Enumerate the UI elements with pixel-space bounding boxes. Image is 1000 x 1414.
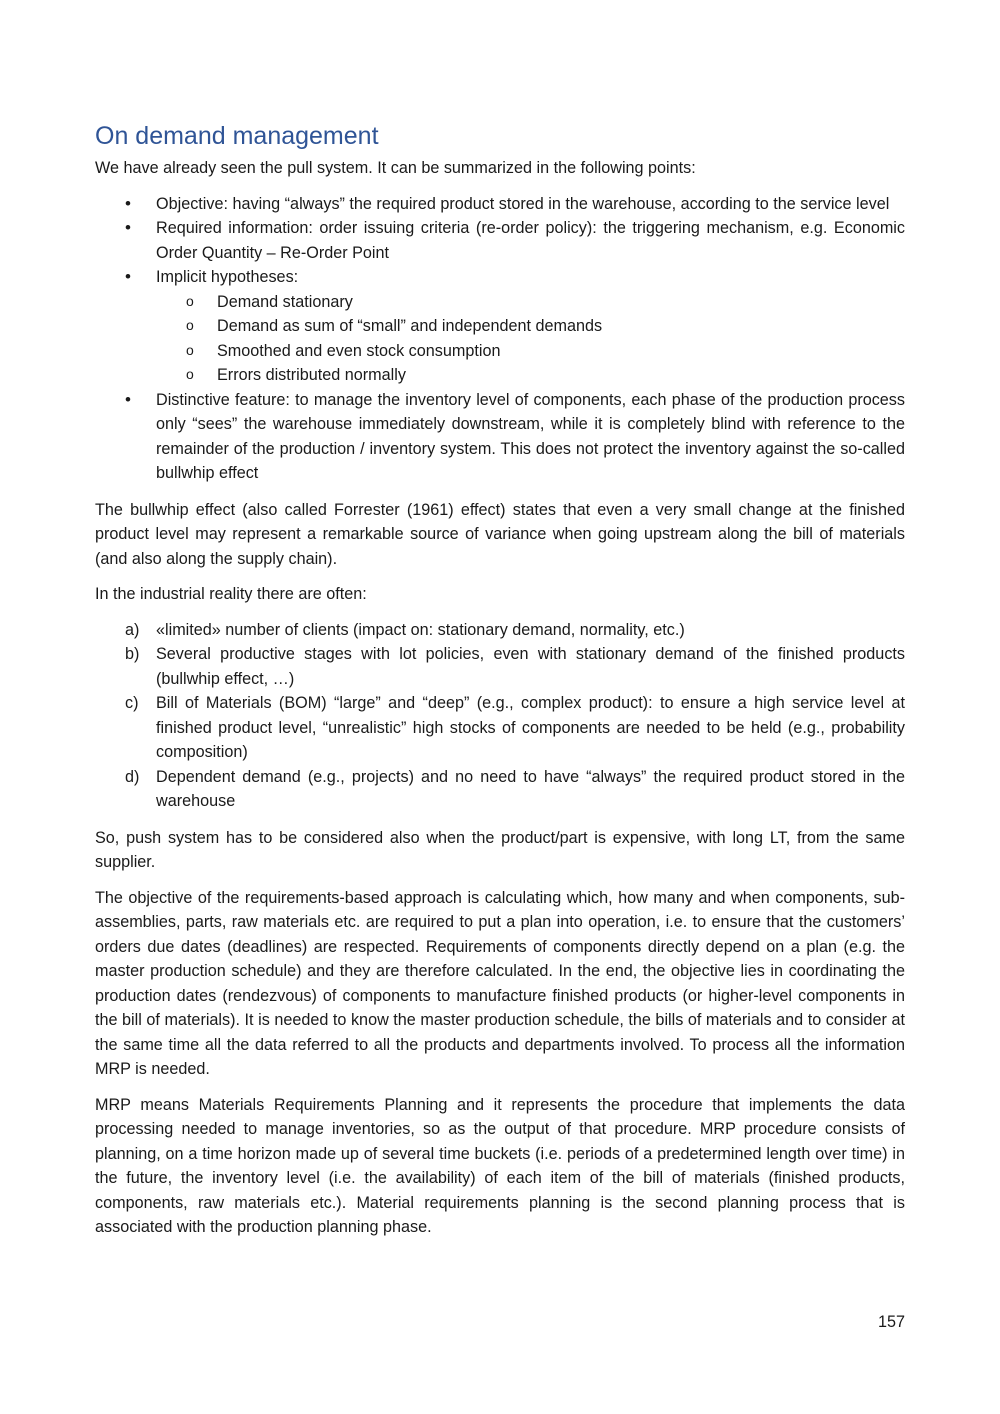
requirements-objective-paragraph: The objective of the requirements-based approach is calculating which, how many and when components, sub-assemblies, parts, raw materials etc. are required to put a plan into operation, i.e. to ensure that the customers’ orders due dates (deadlines) are respected. Requirements of components directly depend on a plan (e.g. the master production schedule) and they are therefore calculated. In the end, the objective lies in coordinating the production dates (rendezvous) of components to manufacture finished products (or higher-level components in the bill of materials). It is needed to know the master production schedule, the bills of materials and to consider at the same time all the data referred to all the products and departments involved. To process all the information MRP is needed. (95, 888, 905, 1078)
hypothesis-item: o Demand stationary (156, 290, 905, 315)
section-heading: On demand management (95, 122, 379, 150)
bullet-implicit-hypotheses-label: Implicit hypotheses: (156, 268, 299, 286)
industrial-item (95, 642, 905, 691)
industrial-item (95, 765, 905, 814)
industrial-item-text: Bill of Materials (BOM) “large” and “deep” (e.g., complex product): to ensure a high service level at finished product level, “unrealistic” high stocks of components are needed to be held (e.g., probability composition) (156, 694, 905, 761)
industrial-intro-paragraph: In the industrial reality there are often: (95, 585, 367, 603)
list-marker: b) (125, 645, 140, 663)
industrial-item (95, 618, 905, 643)
list-marker: a) (125, 620, 140, 639)
bullet-distinctive-feature: • Distinctive feature: to manage the inventory level of components, each phase of the production process only “sees” the warehouse immediately downstream, while it is completely blind with reference to the remainder of the production / inventory system. This does not protect the inventory against the so-called bullwhip effect (95, 388, 905, 486)
list-marker: d) (125, 767, 140, 786)
pull-system-bullet-list (95, 192, 905, 486)
list-marker: c) (125, 694, 139, 712)
industrial-item (95, 691, 905, 765)
industrial-item-text: Dependent demand (e.g., projects) and no need to have “always” the required product stored in the warehouse (156, 767, 905, 810)
industrial-item-text: «limited» number of clients (impact on: stationary demand, normality, etc.) (156, 620, 685, 639)
bullet-required-information: • Required information: order issuing criteria (re-order policy): the triggering mechanism, e.g. Economic Order Quantity – Re-Order Point (95, 216, 905, 265)
hypotheses-sublist (156, 290, 905, 388)
mrp-paragraph: MRP means Materials Requirements Planning and it represents the procedure that implements the data processing needed to manage inventories, so as the output of that procedure. MRP procedure consists of planning, on a time horizon made up of several time buckets (i.e. periods of a predetermined length over time) in the future, the inventory level (i.e. the availability) of each item of the bill of materials (finished products, components, raw materials etc.). Material requirements planning is the second planning process that is associated with the production planning phase. (95, 1095, 905, 1236)
intro-paragraph: We have already seen the pull system. It can be summarized in the following points: (95, 159, 696, 177)
industrial-reality-list (95, 618, 905, 814)
bullwhip-paragraph: The bullwhip effect (also called Forrester (1961) effect) states that even a very small change at the finished product level may represent a remarkable source of variance when going upstream along the bill of materials (and also along the supply chain). (95, 500, 905, 568)
bullet-implicit-hypotheses (95, 265, 905, 388)
hypothesis-item: o Smoothed and even stock consumption (156, 339, 905, 364)
industrial-item-text: Several productive stages with lot policies, even with stationary demand of the finished products (bullwhip effect, …) (156, 645, 905, 688)
hypothesis-item: o Demand as sum of “small” and independent demands (156, 314, 905, 339)
page-number: 157 (877, 1313, 905, 1331)
bullet-objective: • Objective: having “always” the required product stored in the warehouse, according to the service level (95, 192, 905, 217)
document-page (95, 120, 905, 1251)
push-system-paragraph: So, push system has to be considered also when the product/part is expensive, with long LT, from the same supplier. (95, 828, 905, 871)
hypothesis-item: o Errors distributed normally (156, 363, 905, 388)
